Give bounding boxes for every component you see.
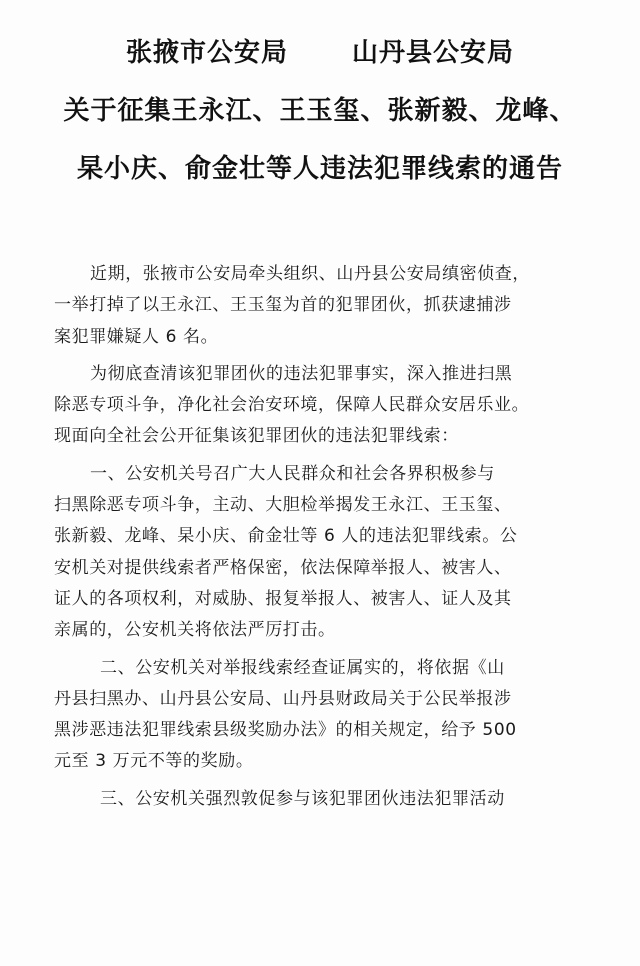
paragraph-2-line-2: 除恶专项斗争，净化社会治安环境，保障人民群众安居乐业。	[54, 395, 530, 416]
paragraph-2-line-1: 为彻底查清该犯罪团伙的违法犯罪事实，深入推进扫黑	[90, 363, 513, 384]
paragraph-4-line-4: 元至 3 万元不等的奖励。	[54, 751, 254, 772]
paragraph-3-line-4: 安机关对提供线索者严格保密，依法保障举报人、被害人、	[54, 557, 512, 578]
paragraph-1-line-3: 案犯罪嫌疑人 6 名。	[54, 326, 219, 347]
notice-title-line-1: 关于征集王永江、王玉玺、张新毅、龙峰、	[63, 96, 577, 126]
paragraph-3-line-6: 亲属的，公安机关将依法严厉打击。	[54, 620, 336, 641]
paragraph-2-line-3: 现面向全社会公开征集该犯罪团伙的违法犯罪线索：	[54, 426, 459, 447]
paragraph-4-line-1: 二、公安机关对举报线索经查证属实的，将依据《山	[100, 657, 505, 678]
paragraph-3-line-2: 扫黑除恶专项斗争，主动、大胆检举揭发王永江、王玉玺、	[54, 495, 512, 516]
paragraph-5-line-1: 三、公安机关强烈敦促参与该犯罪团伙违法犯罪活动	[100, 788, 505, 809]
issuing-agencies	[0, 38, 640, 96]
paragraph-4-line-2: 丹县扫黑办、山丹县公安局、山丹县财政局关于公民举报涉	[54, 688, 512, 709]
paragraph-1-line-1: 近期，张掖市公安局牵头组织、山丹县公安局缜密侦查，	[90, 264, 530, 284]
paragraph-1-line-2: 一举打掉了以王永江、王玉玺为首的犯罪团伙，抓获逮捕涉	[54, 295, 512, 316]
paragraph-3-line-5: 证人的各项权利，对威胁、报复举报人、被害人、证人及其	[54, 588, 512, 609]
agency-name-shandan: 山丹县公安局	[352, 38, 515, 68]
notice-header	[0, 38, 640, 212]
paragraph-3-line-1: 一、公安机关号召广大人民群众和社会各界积极参与	[90, 463, 495, 484]
paragraph-3-line-3: 张新毅、龙峰、杲小庆、俞金壮等 6 人的违法犯罪线索。公	[54, 526, 518, 547]
notice-body	[54, 259, 614, 815]
paragraph-4-line-3: 黑涉恶违法犯罪线索县级奖励办法》的相关规定，给予 500	[54, 720, 517, 741]
notice-title-line-2: 杲小庆、俞金壮等人违法犯罪线索的通告	[76, 154, 563, 184]
agency-name-zhangye: 张掖市公安局	[125, 38, 288, 68]
